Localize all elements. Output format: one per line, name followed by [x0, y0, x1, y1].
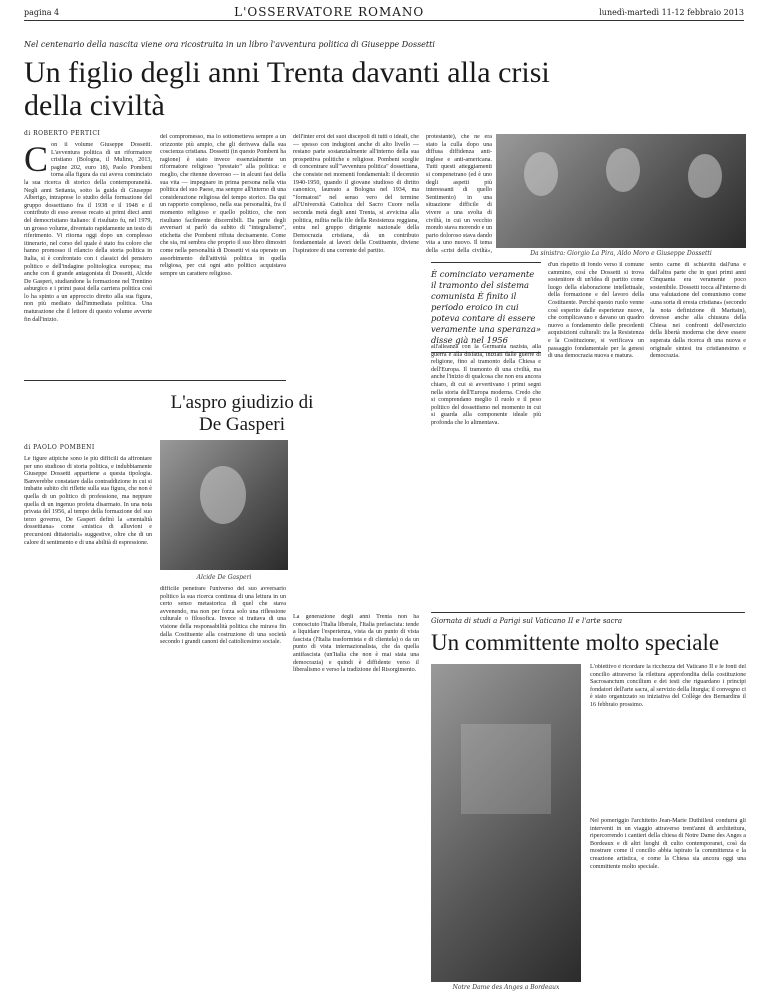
sub-article-column-2: difficile penetrare l'universo del suo avversario politico la sua ricerca continua di una lettura in un certo senso metastorica di quel che stava avvenendo, ma non per forza solo una riflessione culturale o filosofica. Invece si trattava di una visione della responsabilità politica che mirava fin dalla Costituente alla costruzione di una società secondo i grandi canoni del cattolicesimo sociale.: [160, 586, 286, 646]
sub-article-title: L'aspro giudizio di De Gasperi: [170, 392, 314, 435]
article-column-7: sento carne di schiavitù dall'una e dall'altra parte che in quei primi anni Cinquanta era veramente poco sostenibile. Dossetti tocca all'interno di una valutazione del comunismo come «una sorta di eresia cristiana» (secondo la nota definizione di Maritain), dovesse anche alla chiusura della Chiesa nei confronti dell'esercizio della libertà moderna che deve essere superata dalla ricerca di una nuova e originale sintesi tra cristianesimo e democrazia.: [650, 262, 746, 360]
drop-cap: C: [24, 142, 49, 179]
second-article-kicker: Giornata di studi a Parigi sul Vaticano II e l'arte sacra: [431, 612, 745, 625]
second-article-column-2: Nel pomeriggio l'architetto Jean-Marie Duthilleul condurrà gli interventi in un viaggio attraverso trent'anni di architettura, ripercorrendo i cantieri della chiesa di Notre Dame des Anges a Bordeaux e di altri luoghi di culto contemporanei, così da mostrare come il concilio abbia ispirato la committenza e la creazione artistica, e come la Chiesa sia ancora oggi una committente molto speciale.: [590, 818, 746, 870]
issue-date: lunedì-martedì 11-12 febbraio 2013: [599, 7, 744, 17]
article-column-6: d'un rispetto di fondo verso il comune cammino, così che Dossetti si trova sostenitore di un'idea di partito come luogo della elaborazione intellettuale, della formazione e del lavoro della Costituente. Perché questo ruolo venne così esperito dalle esperienze nuove, che complicavano e davano un quadro nuovo a fondamento delle precedenti acquisizioni culturali: tra la Resistenza e la Costituzione, si verificava un passaggio fondamentale per la genesi di una democrazia nuova e matura.: [548, 262, 644, 360]
column-text: on il volume Giuseppe Dossetti. L'avventura politica di un riformatore cristiano (Bologna, il Mulino, 2013, pagine 202, euro 18), Paolo Pombeni torna alla figura da cui aveva cominciato la sua ricerca di storico della contemporaneità. Negli anni Settanta, sotto la guida di Giuseppe Alberigo, intraprese lo studio della formazione del gruppo dossettiano fra il 1938 e il 1948 e il contributo di esso avesse recato ai primi dieci anni del democristiano italiano: il risultato fu, nel 1979, un grosso volume, diventato rapidamente un testo di riferimento. Vi ritorna oggi dopo un complesso itinerario, nel corso del quale è stato fra coloro che hanno promosso il rilancio della storia politica in Italia, si è confrontato con i classici del pensiero politico e dell'indagine politologica europea; ma anche con il grande antagonista di Dossetti, Alcide De Gasperi, studiandone la formazione nel Trentino asburgico e i primi passi della carriera politica così lo ha spinto a un approccio diretto alla sua figura, non più mediato dall'immediata politica. Una maturazione che il lettore di questo volume avverte fin dall'inizio.: [24, 142, 152, 323]
newspaper-title: L'OSSERVATORE ROMANO: [234, 5, 425, 19]
second-article-title: Un committente molto speciale: [431, 630, 720, 655]
pull-quote: È cominciato veramente il tramonto del sistema comunista È finito il periodo eroico in cui poteva contare di essere veramente una speranza» disse già nel 1956: [431, 262, 541, 353]
article-column-3: dell'inter eroi dei suoi discepoli di tutti o ideali, che — spesso con indugioni anche di alto livello — restano parte sostanzialmente all'interno della sua prospettiva politiche e religiose. Pombeni sceglie di concentrare sull'"avventura politica" dossettiana, che consiste nei momenti fondamentali: il decennio 1940-1950, quando il giovane studioso di diritto canonico, laureato a Bologna nel 1934, ma "formatosi" nel senso vero del termine all'Università Cattolica del Sacro Cuore nella seconda metà degli anni Trenta, si avvicina alla politica, milita nella file della Resistenza reggiana, entra nel gruppo dirigente nazionale della Democrazia cristiana, dà un contributo fondamentale ai lavori della Costituente, diviene l'ispiratore di una corrente del partito.: [293, 134, 419, 254]
article-kicker: Nel centenario della nascita viene ora ricostruita in un libro l'avventura politica di Giuseppe Dossetti: [24, 40, 435, 49]
article-column-2: del compromesso, ma lo sottometteva sempre a un orizzonte più ampio, che gli derivava dalla sua coscienza cristiana. Dossetti (in questo Pombeni ha ragione) è stato invece essenzialmente un riformatore religioso "prestato" alla politica: e meglio, che ritenne doveroso — in alcuni fasi della sua vita — impegnare in prima persona nella vita politica del suo Paese, ma sempre all'interno di una considerazione religiosa del tempo storico. Da qui un rapporto complesso, nella sua personalità, fra il momento religioso e quello politico, che non risultano facilmente discernibili. Da parte degli avversari si parlò da subito di "integralismo", etichetta che Pombeni rifiuta decisamente. Come che sia, mi sembra che proprio il suo libro dimostri come nella personalità di Dossetti vi sia operato un assorbimento dell'attività politica in quella religiosa, per cui ogni atto politico acquistava sempre un carattere religioso.: [160, 134, 286, 277]
sub-article-column-3: La generazione degli anni Trenta non ha conosciuto l'Italia liberale, l'Italia prefascista: tende a liquidare l'esperienza, vista da un punto di vista fascista (l'Italia trasformista e di clientela) o da un punto di vista internazionalista, che da quella antifascista (un'Italia che non è mai stata una democrazia) e quindi è diffidente verso il liberalismo e verso la tradizione del Risorgimento.: [293, 614, 419, 674]
dossetti-photo: [496, 134, 746, 248]
church-photo: [431, 664, 581, 982]
church-caption: Notre Dame des Anges a Bordeaux: [452, 984, 560, 991]
article-column-4: protestante), che ne era stato la culla dopo una diffusa diffidenza anti-inglese e anti-americana. Tutti questi atteggiamenti si compenetrano (ed è uno degli aspetti più interessanti di quello Sentimento) in una situazione difficile di vivere a una svolta di civiltà, in cui un vecchio mondo stava morendo e un parto doloroso stava dando vita a uno nuovo. Il tema della «crisi della civiltà»,: [426, 134, 492, 254]
article-column-1: [24, 142, 152, 374]
article-byline: di ROBERTO PERTICI: [24, 130, 101, 137]
page-number: pagina 4: [24, 7, 60, 17]
de-gasperi-photo: [160, 440, 288, 570]
sub-article-column-1: Le figure atipiche sono le più difficili da affrontare per uno studioso di storia politica, e indubbiamente Giuseppe Dossetti appartiene a questa tipologia. Banverebbe constatare dalla contraddizione in cui si imbatte subito chi riflette sulla sua figura, che non è quella di un politico di professione, ma neppure quella di un ingenuo profeta disarmato. In una nota privata del 1956, al tempo della formazione del suo terzo governo, De Gasperi definì la «mentalità dossettiana» come «mistica di alluvioni e precursioni dittatoriali» suggestive, oltre che di un calore di sentimento e di una abilità di espressione.: [24, 456, 152, 546]
second-article-column-1: L'obiettivo è ricordare la ricchezza del Vaticano II e le fonti del concilio attraverso la rilettura approfondita della costituzione Sacrosanctum concilium e dei testi che riguardano i principi fondatori dell'arte sacra, al servizio della liturgia; il convegno ci è stato organizzato su iniziativa del Collège des Bernardins il 16 febbraio prossimo.: [590, 664, 746, 708]
sub-article-byline: di PAOLO POMBENI: [24, 444, 95, 451]
photo-caption: Da sinistra: Giorgio La Pira, Aldo Moro e Giuseppe Dossetti: [530, 250, 712, 257]
sub-article-rule: [24, 380, 286, 381]
article-headline: Un figlio degli anni Trenta davanti alla crisi della civiltà: [24, 56, 550, 122]
de-gasperi-caption: Alcide De Gasperi: [196, 574, 252, 581]
article-column-5: all'alleanza con la Germania nazista, alla guerra e alla disfatta, iniziati dalle guerre di religione, fino al tramonto della Chiesa e dell'Europa. Il tramonto di una civiltà, ma anche l'inizio di qualcosa che non era ancora chiaro, di cui si avvertivano i primi segni nella storia dell'Europa moderna. Credo che si comprendano meglio il ruolo e il peso politico del dossettismo nel momento in cui si guarda alla componente ideale più profonda che lo alimentava.: [431, 344, 541, 426]
masthead: [24, 4, 744, 21]
